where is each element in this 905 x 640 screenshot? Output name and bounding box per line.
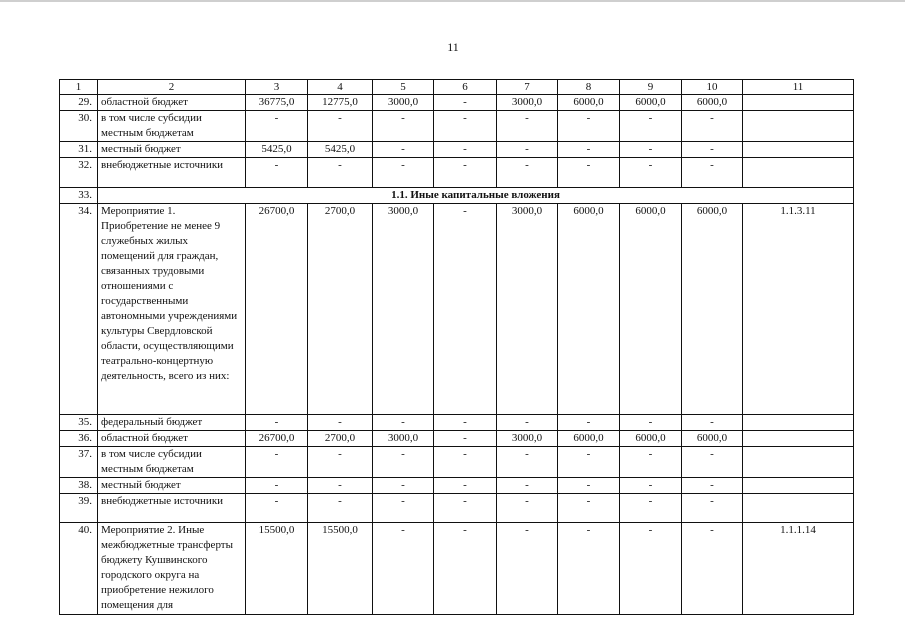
amount-cell: - — [246, 158, 308, 188]
amount-cell: 2700,0 — [308, 204, 373, 415]
amount-cell: - — [246, 415, 308, 431]
amount-cell: 3000,0 — [497, 95, 558, 111]
target-code-cell — [743, 494, 854, 523]
amount-cell: 6000,0 — [682, 204, 743, 415]
amount-cell: - — [620, 142, 682, 158]
row-description: в том числе субсидии местным бюджетам — [98, 111, 246, 142]
amount-cell: - — [682, 158, 743, 188]
row-number: 34. — [60, 204, 98, 415]
amount-cell: - — [682, 142, 743, 158]
amount-cell: 6000,0 — [620, 204, 682, 415]
table-row — [60, 188, 854, 204]
column-header: 3 — [246, 80, 308, 95]
amount-cell: - — [497, 111, 558, 142]
amount-cell: - — [373, 494, 434, 523]
table-row — [60, 415, 854, 431]
column-header: 5 — [373, 80, 434, 95]
table-row — [60, 111, 854, 142]
amount-cell: - — [558, 415, 620, 431]
row-description: областной бюджет — [98, 431, 246, 447]
amount-cell: - — [620, 158, 682, 188]
amount-cell: - — [246, 447, 308, 478]
amount-cell: - — [558, 111, 620, 142]
row-number: 38. — [60, 478, 98, 494]
amount-cell: 15500,0 — [246, 523, 308, 615]
table-row — [60, 478, 854, 494]
amount-cell: - — [434, 478, 497, 494]
amount-cell: 3000,0 — [373, 431, 434, 447]
row-number: 39. — [60, 494, 98, 523]
amount-cell: - — [308, 158, 373, 188]
row-number: 33. — [60, 188, 98, 204]
amount-cell: - — [620, 415, 682, 431]
row-description: внебюджетные источники — [98, 158, 246, 188]
amount-cell: - — [434, 158, 497, 188]
target-code-cell — [743, 95, 854, 111]
target-code-cell — [743, 478, 854, 494]
target-code-cell: 1.1.3.11 — [743, 204, 854, 415]
amount-cell: - — [497, 494, 558, 523]
row-description: областной бюджет — [98, 95, 246, 111]
amount-cell: - — [497, 415, 558, 431]
column-header: 4 — [308, 80, 373, 95]
row-number: 37. — [60, 447, 98, 478]
table-row — [60, 494, 854, 523]
amount-cell: 36775,0 — [246, 95, 308, 111]
amount-cell: 6000,0 — [682, 95, 743, 111]
row-description: Мероприятие 2. Иные межбюджетные трансферты бюджету Кушвинского городского округа на приобретение нежилого помещения для — [98, 523, 246, 615]
row-number: 36. — [60, 431, 98, 447]
amount-cell: - — [434, 204, 497, 415]
amount-cell: 3000,0 — [497, 204, 558, 415]
amount-cell: 6000,0 — [558, 95, 620, 111]
amount-cell: - — [558, 447, 620, 478]
amount-cell: - — [373, 111, 434, 142]
column-header: 1 — [60, 80, 98, 95]
table-row — [60, 431, 854, 447]
scan-edge — [0, 0, 905, 2]
column-header: 6 — [434, 80, 497, 95]
row-number: 35. — [60, 415, 98, 431]
target-code-cell: 1.1.1.14 — [743, 523, 854, 615]
amount-cell: 6000,0 — [682, 431, 743, 447]
row-description: местный бюджет — [98, 142, 246, 158]
amount-cell: - — [558, 158, 620, 188]
column-header: 2 — [98, 80, 246, 95]
amount-cell: 3000,0 — [373, 95, 434, 111]
row-description: внебюджетные источники — [98, 494, 246, 523]
amount-cell: - — [434, 142, 497, 158]
amount-cell: - — [308, 415, 373, 431]
column-header: 10 — [682, 80, 743, 95]
amount-cell: - — [497, 447, 558, 478]
amount-cell: 6000,0 — [620, 431, 682, 447]
amount-cell: 26700,0 — [246, 431, 308, 447]
target-code-cell — [743, 415, 854, 431]
amount-cell: - — [620, 478, 682, 494]
target-code-cell — [743, 142, 854, 158]
section-heading: 1.1. Иные капитальные вложения — [98, 188, 854, 204]
amount-cell: - — [308, 478, 373, 494]
amount-cell: - — [682, 447, 743, 478]
amount-cell: - — [620, 494, 682, 523]
row-number: 32. — [60, 158, 98, 188]
amount-cell: 5425,0 — [246, 142, 308, 158]
budget-table — [59, 79, 854, 615]
table-row — [60, 142, 854, 158]
table-row — [60, 204, 854, 415]
table-row — [60, 447, 854, 478]
amount-cell: - — [434, 494, 497, 523]
amount-cell: - — [373, 415, 434, 431]
amount-cell: 12775,0 — [308, 95, 373, 111]
amount-cell: - — [308, 447, 373, 478]
amount-cell: - — [246, 494, 308, 523]
amount-cell: 3000,0 — [373, 204, 434, 415]
column-header: 9 — [620, 80, 682, 95]
amount-cell: 6000,0 — [558, 431, 620, 447]
table-row — [60, 95, 854, 111]
amount-cell: - — [373, 523, 434, 615]
amount-cell: 2700,0 — [308, 431, 373, 447]
row-number: 30. — [60, 111, 98, 142]
amount-cell: 5425,0 — [308, 142, 373, 158]
row-description: местный бюджет — [98, 478, 246, 494]
table-row — [60, 523, 854, 615]
amount-cell: 26700,0 — [246, 204, 308, 415]
amount-cell: - — [682, 415, 743, 431]
amount-cell: - — [497, 158, 558, 188]
target-code-cell — [743, 111, 854, 142]
amount-cell: - — [434, 95, 497, 111]
amount-cell: - — [434, 111, 497, 142]
target-code-cell — [743, 431, 854, 447]
amount-cell: - — [558, 478, 620, 494]
row-description: федеральный бюджет — [98, 415, 246, 431]
column-header: 11 — [743, 80, 854, 95]
row-number: 31. — [60, 142, 98, 158]
amount-cell: - — [558, 142, 620, 158]
page-number: 11 — [447, 40, 459, 54]
row-number: 29. — [60, 95, 98, 111]
amount-cell: - — [373, 142, 434, 158]
amount-cell: - — [682, 478, 743, 494]
amount-cell: 15500,0 — [308, 523, 373, 615]
amount-cell: - — [682, 111, 743, 142]
amount-cell: - — [246, 478, 308, 494]
amount-cell: - — [682, 494, 743, 523]
row-number: 40. — [60, 523, 98, 615]
amount-cell: - — [620, 523, 682, 615]
amount-cell: - — [308, 494, 373, 523]
target-code-cell — [743, 158, 854, 188]
amount-cell: - — [682, 523, 743, 615]
column-header: 8 — [558, 80, 620, 95]
amount-cell: - — [373, 158, 434, 188]
amount-cell: - — [308, 111, 373, 142]
amount-cell: - — [434, 523, 497, 615]
amount-cell: 6000,0 — [620, 95, 682, 111]
amount-cell: 6000,0 — [558, 204, 620, 415]
amount-cell: - — [373, 447, 434, 478]
target-code-cell — [743, 447, 854, 478]
amount-cell: 3000,0 — [497, 431, 558, 447]
amount-cell: - — [497, 478, 558, 494]
row-description: Мероприятие 1. Приобретение не менее 9 служебных жилых помещений для граждан, связанных трудовыми отношениями с государственными автономными учреждениями культуры Свердловской области, осуществляющими театрально-концертную деятельность, всего из них: — [98, 204, 246, 415]
table-row — [60, 158, 854, 188]
amount-cell: - — [558, 523, 620, 615]
amount-cell: - — [558, 494, 620, 523]
amount-cell: - — [434, 431, 497, 447]
amount-cell: - — [434, 415, 497, 431]
amount-cell: - — [373, 478, 434, 494]
amount-cell: - — [246, 111, 308, 142]
amount-cell: - — [434, 447, 497, 478]
table-header-row — [60, 80, 854, 95]
row-description: в том числе субсидии местным бюджетам — [98, 447, 246, 478]
amount-cell: - — [620, 447, 682, 478]
amount-cell: - — [497, 142, 558, 158]
amount-cell: - — [620, 111, 682, 142]
column-header: 7 — [497, 80, 558, 95]
amount-cell: - — [497, 523, 558, 615]
